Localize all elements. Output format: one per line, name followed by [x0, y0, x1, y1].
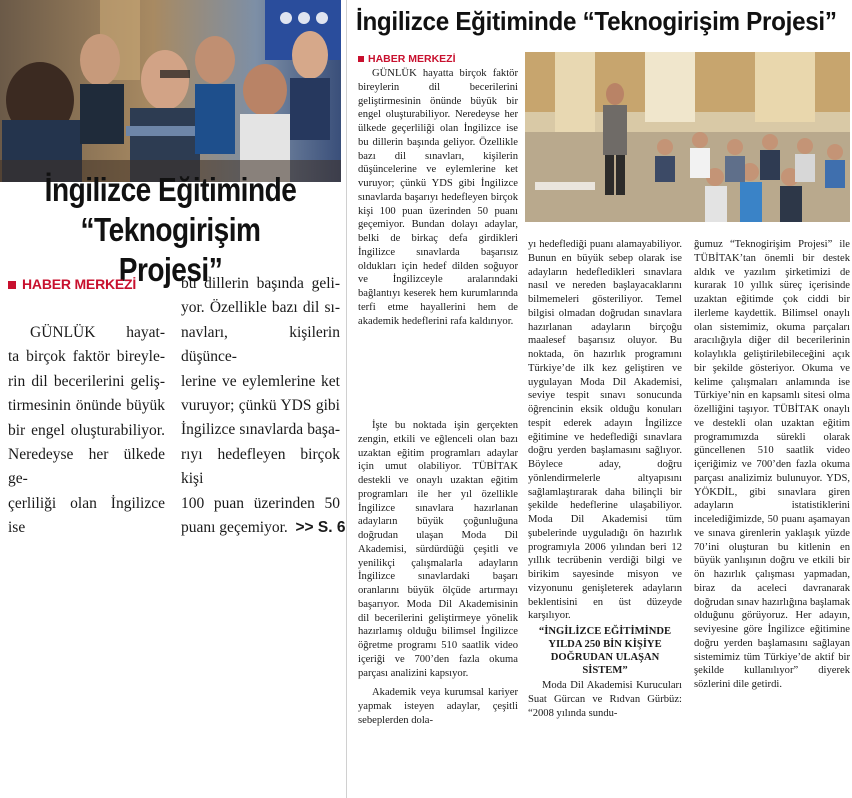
right-byline: [358, 53, 456, 65]
left-story-photo: [0, 0, 341, 182]
right-col1-para: Akademik veya kurumsal kariyer yapmak isteyen adaylar, çeşitli sebeplerden dola-: [358, 687, 518, 726]
right-column-2: [528, 238, 682, 720]
right-column-3: [694, 238, 850, 692]
right-col2-para: yı hedeflediği puanı alamayabiliyor. Bunun en büyük sebep olarak ise adayların hedefledikleri sınavlara nasıl ve nereden başlayacaklarını bilmemeleri gösteriliyor. Temel bilgisi olmadan doğrudan sınavlara hazırlanan adayların birçoğu maalesef başarısız oluyor. Bu noktada, ön hazırlık programını Türkiye’de ilk kez geliştiren ve uygulayan Moda Dil Akademisi, seviye tespit sınavı sonucunda öğrencinin eksik olduğu konuları tespit ederek adayın İngilizce eğitimine ve hedeflediği sınavlara doğru yerden başlamasını sağlıyor. Böylece aday, doğru yönlendirmelerle altyapısını sağlamlaştırarak daha bilinçli bir şekilde hedeflerine ulaşabiliyor. Moda Dil Akademisi tüm şubelerinde uyguladığı ön hazırlık programıyla 2006 yılından beri 12 yıllık tecrübenin verdiği bilgi ve birikim sayesinde misyon ve vizyonunu genişleterek adayların beklentisini en üst düzeyde karşılıyor.: [528, 239, 682, 622]
left-col1-line: tirmesinin önünde büyük: [8, 397, 165, 415]
left-byline: [8, 276, 136, 292]
seminar-photo-image: [525, 52, 850, 222]
right-col3-para: ğumuz “Teknogirişim Projesi” ile TÜBİTAK’tan önemli bir destek aldık ve yazılım şirketimizi de kurarak 10 yıllık süreç içerisinde uzaktan eğitimde çok ciddi bir ilerleme kaydettik. Bilimsel onaylı olan sistemimiz, okuma parçaları aracılığıyla diğer dil becerilerinin kolaylıkla geliştirilebileceğini açık bir şekilde gösteriyor. Okuma ve kelime çalışmaları anlamında ise Türkiye’nin en kapsamlı sitesi olma özelliğini taşıyor. TÜBİTAK onaylı ve destekli olan uzaktan eğitim programımızda sürekli olarak güncellenen 510 saatlik video içeriğimiz ve 700’den fazla okuma parçası analizimiz bulunuyor. YDS, YÖKDİL, gibi sınavlara giren adayların istatistiklerini incelediğimizde, 50 puanı aşamayan ve sınava girenlerin yaklaşık yüzde 70’ini oluşturan bu kitlenin en büyük yanlışının doğru ve etkili bir ön hazırlık çalışması yapmadan, biraz da aceleci davranarak doğrudan sınav hazırlığına başlamak olduğunu görüyoruz. Her adayın, seviyesine göre İngilizce eğitimine doğru yerden başlamasını sağlayan sistemimiz tüm Türkiye’de aktif bir şekilde kullanılıyor” diyerek sözlerini dile getirdi.: [694, 239, 850, 690]
right-column-1-bottom: [358, 419, 518, 728]
left-col2-last-line: [181, 516, 346, 540]
left-col2-line: 100 puan üzerinden 50: [181, 494, 340, 512]
continued-ref[interactable]: >> S. 6: [295, 519, 346, 537]
left-col2-line: vuruyor; çünkü YDS gibi: [181, 397, 340, 415]
byline-marker: [358, 56, 364, 62]
left-headline-line2: “Teknogirişim Projesi”: [80, 211, 261, 288]
story-divider: [346, 0, 347, 798]
left-col2-text: puanı geçemiyor.: [181, 519, 288, 537]
left-col1-line: rin dil becerilerini geliş-: [8, 372, 165, 390]
left-col1-line: ta birçok faktör bireyle-: [8, 348, 165, 366]
right-byline-text: HABER MERKEZİ: [368, 53, 456, 65]
left-col1-line: Neredeyse her ülkede ge-: [8, 446, 165, 488]
left-col1-line: bir engel oluşturabiliyor.: [8, 421, 165, 439]
left-col2-line: yor. Özellikle bazı dil sı-: [181, 299, 340, 317]
left-col2-line: İngilizce sınavlarda başa-: [181, 421, 340, 439]
right-column-1: [358, 67, 518, 328]
right-col1-para: İşte bu noktada işin gerçekten zengin, etkili ve eğlenceli olan bazı uzaktan eğitim programları adaylar için umut olabiliyor. TÜBİTAK destekli ve onaylı uzaktan eğitim programları ile her yıl özellikle İngilizce sınavlara hazırlanan adayların büyük çoğunluğuna doğrudan ulaşan Moda Dil Akademisi, sürdürdüğü çeşitli ve yenilikçi çalışmalarla adayların İngilizce sınavlardaki başarı oranlarını büyük ölçüde artırmayı başarıyor. Moda Dil Akademisinin dil becerilerini geliştirmeye yönelik hazırlamış olduğu bilimsel İngilizce öğretme programı 510 saatlik video içeriği ve 700’den fazla okuma parçası analizini kapsıyor.: [358, 420, 518, 679]
students-photo-image: [0, 0, 341, 182]
right-col1-para: [358, 67, 518, 328]
right-subhead: “İNGİLİZCE EĞİTİMİNDE YILDA 250 BİN KİŞİYE DOĞRUDAN ULAŞAN SİSTEM”: [538, 626, 672, 676]
right-col2-para: Moda Dil Akademisi Kurucuları Suat Gürcan ve Rıdvan Gürbüz: “2008 yılında sundu-: [528, 680, 682, 719]
left-headline-line1: İngilizce Eğitiminde: [44, 171, 297, 208]
right-headline: İngilizce Eğitiminde “Teknogirişim Projesi”: [356, 6, 837, 36]
left-col2-line: lerine ve eylemlerine ket: [181, 372, 340, 390]
left-byline-text: HABER MERKEZİ: [22, 276, 137, 292]
left-column-2: [181, 272, 346, 540]
byline-marker: [8, 281, 16, 289]
right-story-photo: [525, 52, 850, 222]
left-col1-line: çerliliği olan İngilizce ise: [8, 494, 165, 537]
left-col2-line: bu dillerin başında geli-: [181, 275, 340, 292]
left-column-1: [8, 321, 165, 541]
left-col1-line: GÜNLÜK hayat-: [30, 324, 165, 341]
right-col1-intro: GÜNLÜK hayatta birçok faktör bireylerin dil becerilerini geliştirmesinin önünde büyük bir engel oluşturabiliyor. Neredeyse her ülkede geçerliliği olan İngilizce ise bu dillerin başında geliyor. Özellikle bazı dil sınavları, kişilerin düşüncelerine ve eylemlerine ket vuruyor; çünkü YDS gibi İngilizce sınavlarda başarıyı hedefleyen birçok kişi 100 puan üzerinden 50 puanı geçemiyor. Bundan dolayı adaylar, belki de birkaç defa girdikleri İngilizce sınavlarda başarısız oldukları için hedef dilden soğuyor ve İngilizceyle aralarındaki bağlantıyı keserek hem kurumlarında terfi etme hayallerini hem de akademik hedeflerini rafa kaldırıyor.: [358, 68, 518, 327]
left-col2-line: rıyı hedefleyen birçok kişi: [181, 445, 340, 488]
left-col2-line: navları, kişilerin düşünce-: [181, 323, 340, 366]
